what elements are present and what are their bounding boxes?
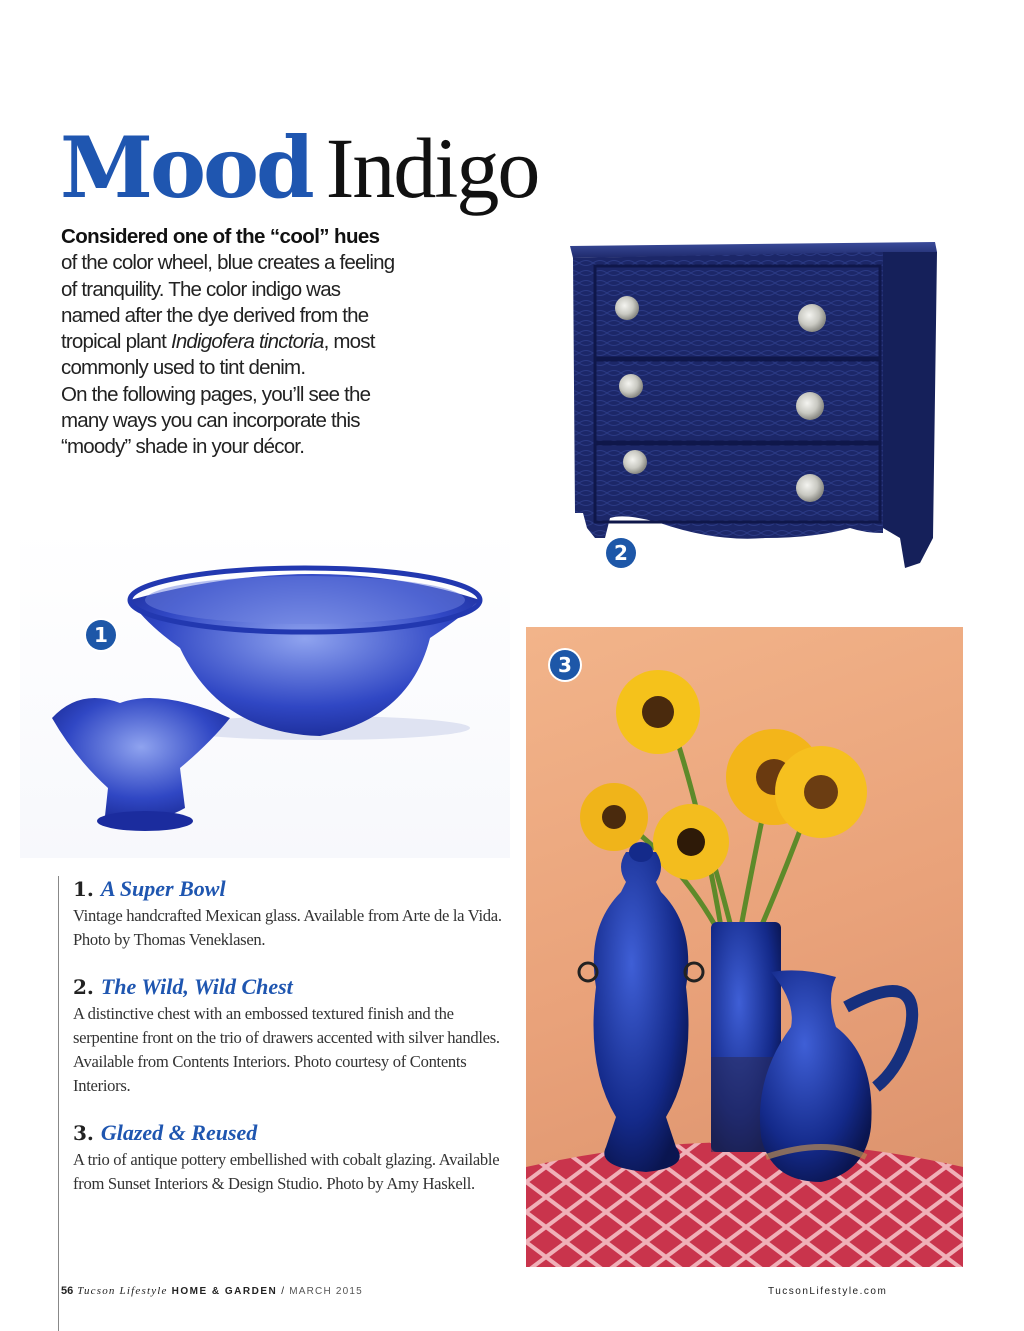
- title-light: Indigo: [325, 120, 539, 216]
- intro-text-2: , most commonly used to tint denim.: [61, 330, 375, 380]
- chest-photo: [565, 238, 940, 578]
- badge-1: 1: [86, 620, 116, 650]
- caption-description: A distinctive chest with an embossed textured finish and the serpentine front on the trio of drawers accented with silver handles. Available from Contents Interiors. Photo courtesy of Contents Interiors.: [73, 1004, 500, 1095]
- footer-folio: [61, 1285, 363, 1297]
- caption-number: 2.: [73, 975, 94, 999]
- caption-name: A Super Bowl: [100, 876, 226, 901]
- pottery-illustration: [526, 627, 963, 1267]
- caption-number: 1.: [73, 877, 94, 901]
- intro-text-3: On the following pages, you’ll see the many ways you can incorporate this “moody” shade in your décor.: [61, 382, 371, 459]
- caption-item-3: [73, 1120, 503, 1196]
- caption-rule: [58, 876, 59, 1331]
- intro-text-1: of the color wheel, blue creates a feeling of tranquility. The color indigo was named after the dye derived from the tropical plant: [61, 251, 395, 354]
- badge-2: 2: [606, 538, 636, 568]
- footer-site: TucsonLifestyle.com: [768, 1286, 888, 1297]
- page-title: [60, 118, 538, 218]
- issue-date: MARCH 2015: [289, 1286, 363, 1297]
- caption-number: 3.: [73, 1121, 94, 1145]
- bowl-illustration: [20, 528, 510, 858]
- caption-name: The Wild, Wild Chest: [100, 974, 293, 999]
- badge-3: 3: [550, 650, 580, 680]
- caption-name: Glazed & Reused: [100, 1120, 258, 1145]
- footer-separator: /: [281, 1286, 286, 1297]
- sunflowers: [580, 670, 867, 880]
- caption-item-2: [73, 974, 503, 1098]
- magazine-name: Tucson Lifestyle: [77, 1285, 168, 1297]
- page-number: 56: [61, 1285, 74, 1297]
- intro-lead: Considered one of the “cool” hues: [61, 225, 380, 248]
- intro-italic: Indigofera tinctoria: [170, 330, 324, 354]
- pottery-photo: [526, 627, 963, 1267]
- caption-description: A trio of antique pottery embellished with cobalt glazing. Available from Sunset Interiors & Design Studio. Photo by Amy Haskell.: [73, 1150, 500, 1193]
- caption-item-1: [73, 876, 503, 952]
- title-bold: Mood: [60, 118, 312, 217]
- caption-description: Vintage handcrafted Mexican glass. Available from Arte de la Vida. Photo by Thomas Veneklasen.: [73, 906, 502, 949]
- chest-illustration: [565, 238, 940, 578]
- bowl-photo: [20, 528, 510, 858]
- section-name: HOME & GARDEN: [171, 1286, 278, 1297]
- captions: [73, 876, 503, 1218]
- intro-paragraph: [61, 224, 396, 461]
